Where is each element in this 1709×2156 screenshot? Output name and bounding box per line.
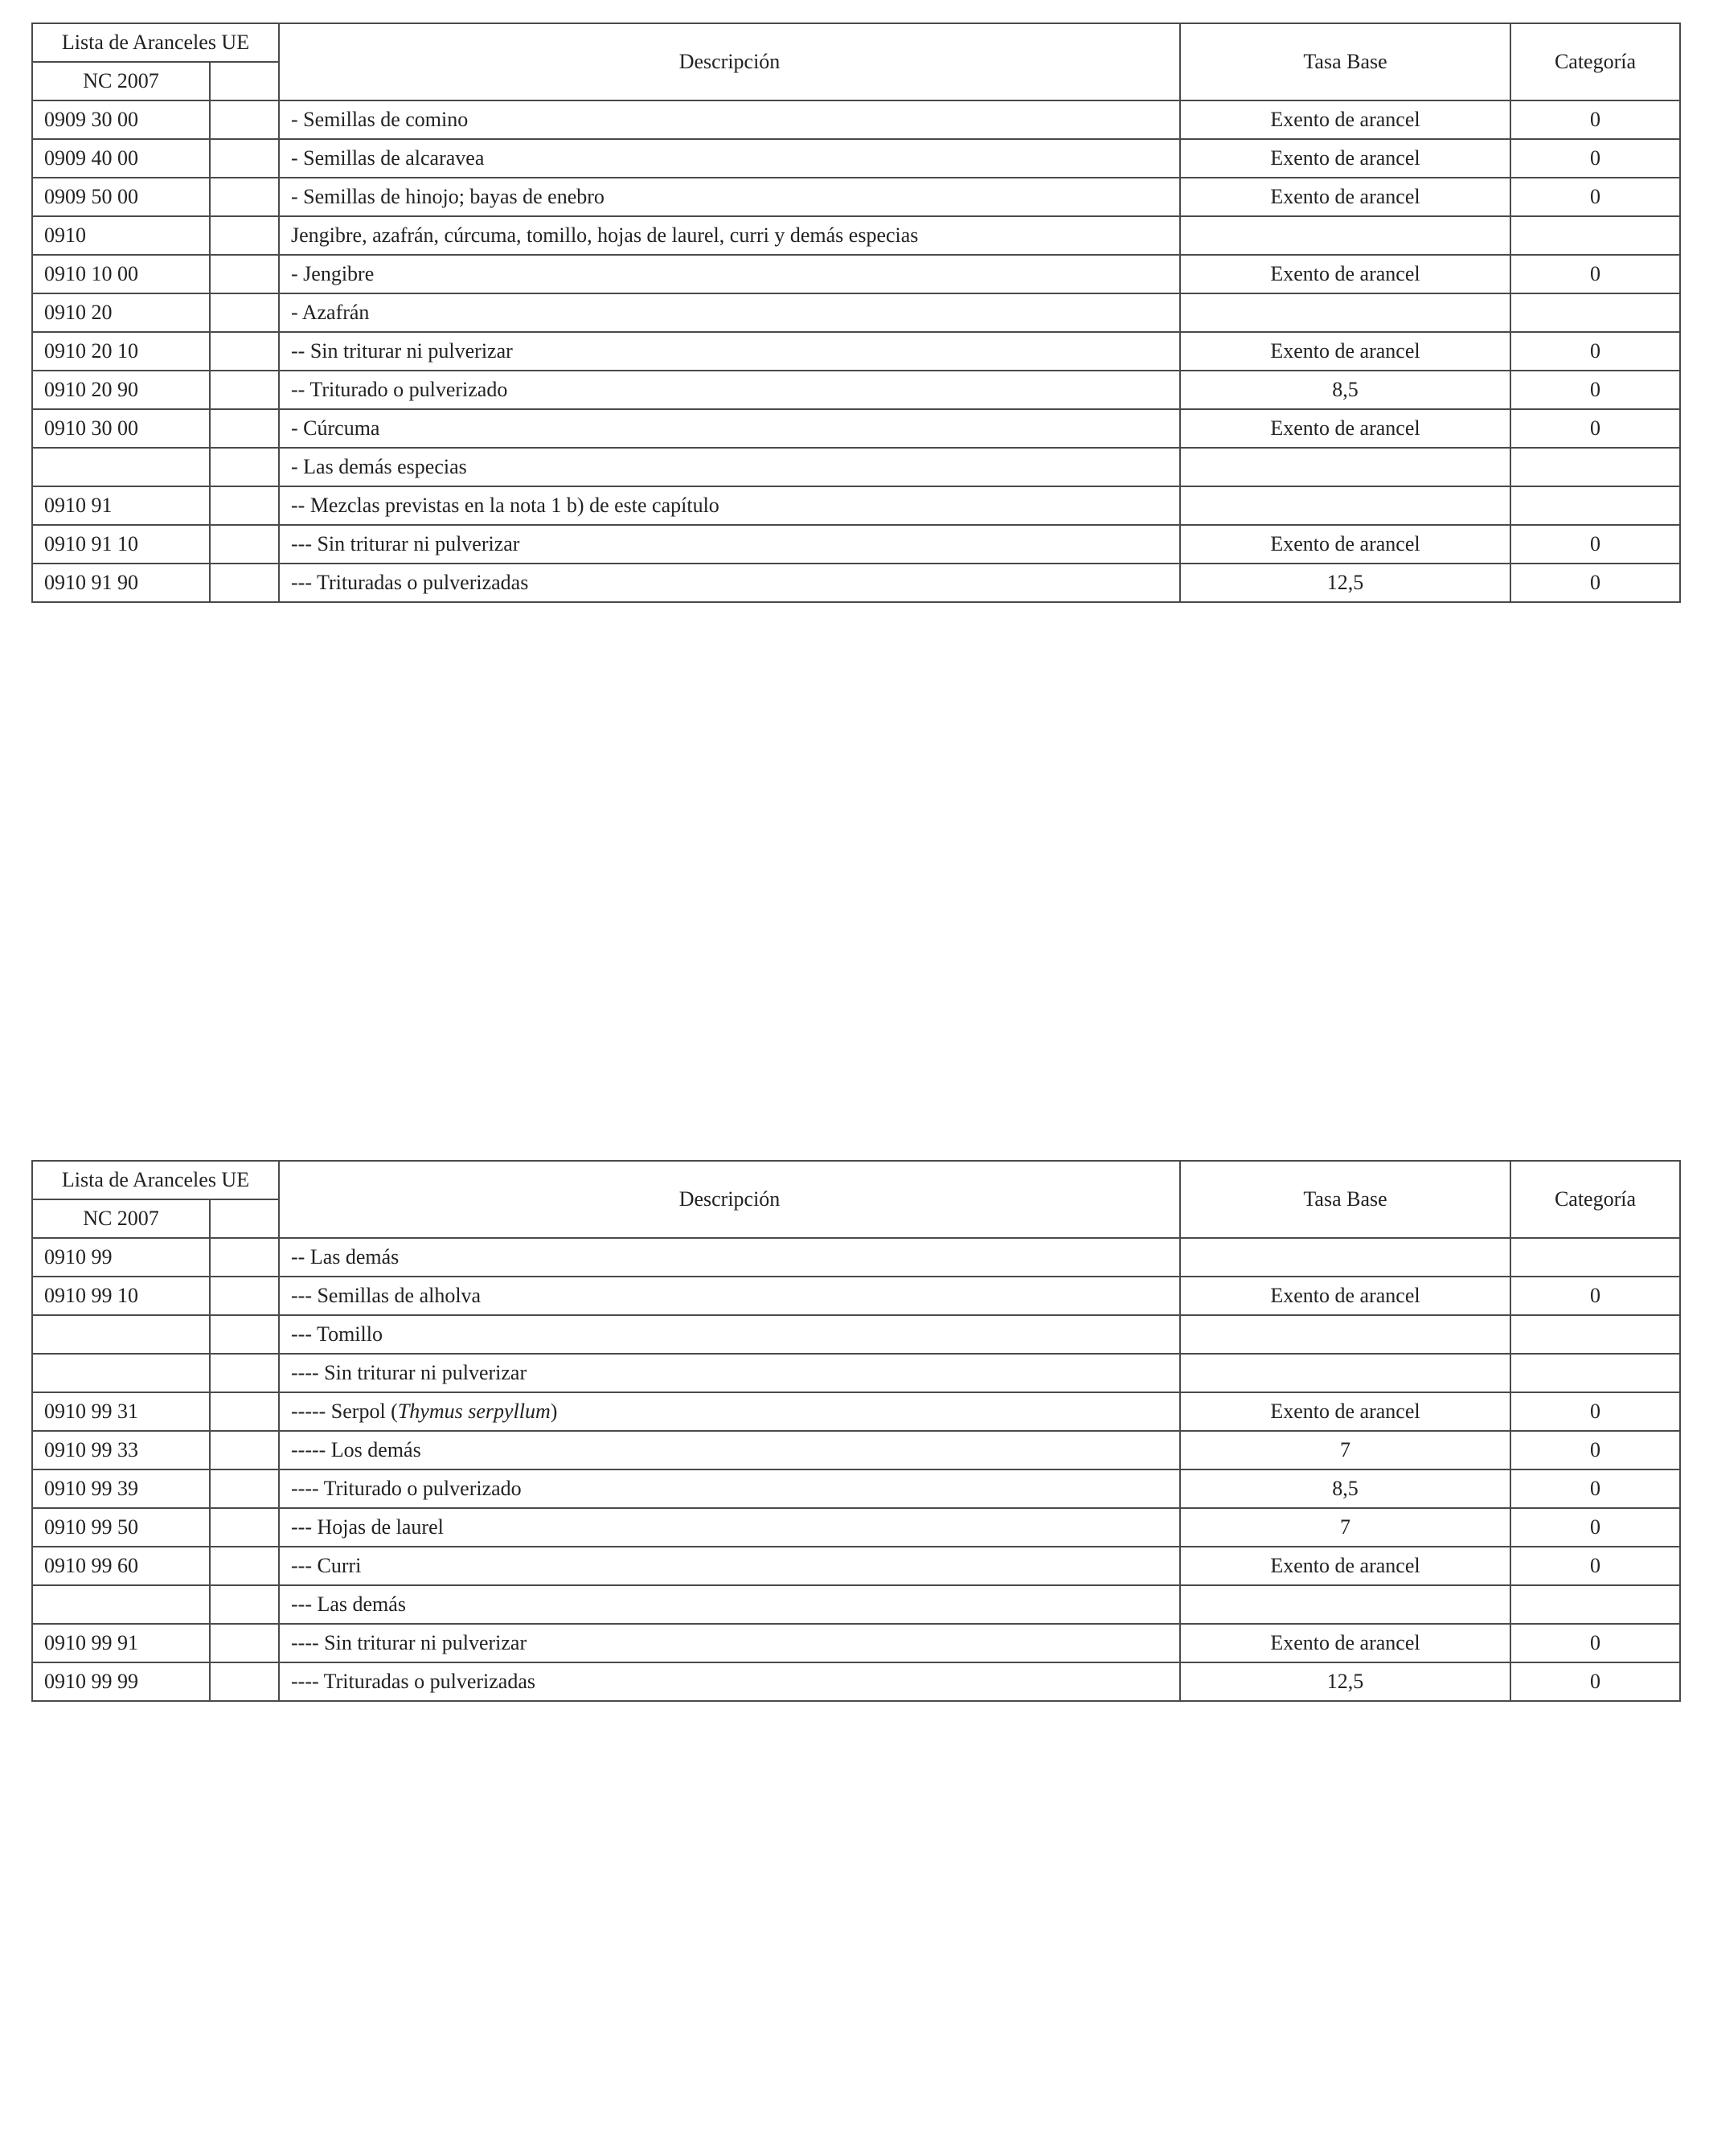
description-cell: Jengibre, azafrán, cúrcuma, tomillo, hojas de laurel, curri y demás especias bbox=[279, 216, 1180, 255]
description-text: ----- Serpol ( bbox=[291, 1400, 398, 1423]
empty-cell bbox=[210, 525, 279, 564]
category-header: Categoría bbox=[1510, 1161, 1680, 1238]
rate-cell: 8,5 bbox=[1180, 371, 1510, 409]
empty-cell bbox=[210, 1431, 279, 1469]
table-row bbox=[32, 1585, 1680, 1624]
code-cell: 0910 99 99 bbox=[32, 1662, 210, 1701]
rate-cell: Exento de arancel bbox=[1180, 178, 1510, 216]
empty-header-cell bbox=[210, 1199, 279, 1238]
category-cell bbox=[1510, 1354, 1680, 1392]
code-cell: 0910 99 33 bbox=[32, 1431, 210, 1469]
rate-cell bbox=[1180, 293, 1510, 332]
description-cell: ---- Trituradas o pulverizadas bbox=[279, 1662, 1180, 1701]
table-row bbox=[32, 332, 1680, 371]
rate-cell bbox=[1180, 1354, 1510, 1392]
table-row bbox=[32, 1624, 1680, 1662]
description-cell: ----- Los demás bbox=[279, 1431, 1180, 1469]
rate-cell: Exento de arancel bbox=[1180, 409, 1510, 448]
code-cell bbox=[32, 1585, 210, 1624]
description-cell: - Semillas de comino bbox=[279, 100, 1180, 139]
description-cell: --- Las demás bbox=[279, 1585, 1180, 1624]
category-cell bbox=[1510, 486, 1680, 525]
rate-cell: 8,5 bbox=[1180, 1469, 1510, 1508]
description-cell: - Jengibre bbox=[279, 255, 1180, 293]
category-cell: 0 bbox=[1510, 139, 1680, 178]
category-cell: 0 bbox=[1510, 371, 1680, 409]
code-cell: 0910 91 90 bbox=[32, 564, 210, 602]
table-row bbox=[32, 255, 1680, 293]
category-cell: 0 bbox=[1510, 178, 1680, 216]
code-cell bbox=[32, 1315, 210, 1354]
description-cell: - Azafrán bbox=[279, 293, 1180, 332]
description-cell: - Las demás especias bbox=[279, 448, 1180, 486]
rate-cell bbox=[1180, 1585, 1510, 1624]
code-cell: 0910 91 10 bbox=[32, 525, 210, 564]
empty-cell bbox=[210, 1469, 279, 1508]
code-cell: 0909 40 00 bbox=[32, 139, 210, 178]
table-row bbox=[32, 178, 1680, 216]
empty-header-cell bbox=[210, 62, 279, 100]
rate-cell bbox=[1180, 486, 1510, 525]
tariff-table-1 bbox=[31, 23, 1681, 603]
table-row bbox=[32, 409, 1680, 448]
category-cell bbox=[1510, 448, 1680, 486]
empty-cell bbox=[210, 1624, 279, 1662]
scientific-name: Thymus serpyllum bbox=[397, 1400, 551, 1423]
rate-cell: Exento de arancel bbox=[1180, 139, 1510, 178]
base-rate-header: Tasa Base bbox=[1180, 1161, 1510, 1238]
empty-cell bbox=[210, 448, 279, 486]
code-cell: 0910 99 10 bbox=[32, 1277, 210, 1315]
empty-cell bbox=[210, 1277, 279, 1315]
description-cell: --- Tomillo bbox=[279, 1315, 1180, 1354]
code-cell: 0910 99 39 bbox=[32, 1469, 210, 1508]
description-cell: --- Trituradas o pulverizadas bbox=[279, 564, 1180, 602]
table-row bbox=[32, 371, 1680, 409]
description-cell: -- Triturado o pulverizado bbox=[279, 371, 1180, 409]
code-cell: 0910 99 60 bbox=[32, 1547, 210, 1585]
empty-cell bbox=[210, 409, 279, 448]
empty-cell bbox=[210, 1238, 279, 1277]
code-cell: 0909 50 00 bbox=[32, 178, 210, 216]
rate-cell: 7 bbox=[1180, 1431, 1510, 1469]
table-row bbox=[32, 1392, 1680, 1431]
nc-label-header: NC 2007 bbox=[32, 62, 210, 100]
description-cell: -- Sin triturar ni pulverizar bbox=[279, 332, 1180, 371]
category-cell: 0 bbox=[1510, 1508, 1680, 1547]
rate-cell: Exento de arancel bbox=[1180, 332, 1510, 371]
empty-cell bbox=[210, 293, 279, 332]
table-row bbox=[32, 525, 1680, 564]
category-cell: 0 bbox=[1510, 1431, 1680, 1469]
rate-cell bbox=[1180, 1238, 1510, 1277]
category-cell: 0 bbox=[1510, 255, 1680, 293]
table-row bbox=[32, 1277, 1680, 1315]
description-cell: -- Mezclas previstas en la nota 1 b) de este capítulo bbox=[279, 486, 1180, 525]
category-cell bbox=[1510, 1315, 1680, 1354]
category-header: Categoría bbox=[1510, 23, 1680, 100]
empty-cell bbox=[210, 371, 279, 409]
code-cell: 0910 20 10 bbox=[32, 332, 210, 371]
table-row bbox=[32, 139, 1680, 178]
table-row bbox=[32, 486, 1680, 525]
table-row bbox=[32, 1238, 1680, 1277]
rate-cell bbox=[1180, 448, 1510, 486]
code-cell: 0910 99 31 bbox=[32, 1392, 210, 1431]
rate-cell: Exento de arancel bbox=[1180, 1277, 1510, 1315]
category-cell bbox=[1510, 216, 1680, 255]
rate-cell: 12,5 bbox=[1180, 1662, 1510, 1701]
empty-cell bbox=[210, 178, 279, 216]
description-cell: ---- Sin triturar ni pulverizar bbox=[279, 1624, 1180, 1662]
code-cell: 0910 99 50 bbox=[32, 1508, 210, 1547]
category-cell bbox=[1510, 1238, 1680, 1277]
empty-cell bbox=[210, 1315, 279, 1354]
rate-cell: 12,5 bbox=[1180, 564, 1510, 602]
description-cell: ---- Triturado o pulverizado bbox=[279, 1469, 1180, 1508]
description-cell: --- Curri bbox=[279, 1547, 1180, 1585]
nc-label-header: NC 2007 bbox=[32, 1199, 210, 1238]
empty-cell bbox=[210, 255, 279, 293]
empty-cell bbox=[210, 1354, 279, 1392]
rate-cell: Exento de arancel bbox=[1180, 1392, 1510, 1431]
rate-cell bbox=[1180, 1315, 1510, 1354]
code-cell: 0910 30 00 bbox=[32, 409, 210, 448]
code-cell: 0910 20 90 bbox=[32, 371, 210, 409]
header-row bbox=[32, 1161, 1680, 1199]
table-row bbox=[32, 448, 1680, 486]
table-row bbox=[32, 293, 1680, 332]
rate-cell: Exento de arancel bbox=[1180, 1547, 1510, 1585]
table-row bbox=[32, 216, 1680, 255]
code-cell bbox=[32, 448, 210, 486]
category-cell: 0 bbox=[1510, 1277, 1680, 1315]
table-row bbox=[32, 1547, 1680, 1585]
description-suffix: ) bbox=[550, 1400, 558, 1423]
description-header: Descripción bbox=[279, 1161, 1180, 1238]
category-cell bbox=[1510, 1585, 1680, 1624]
rate-cell: Exento de arancel bbox=[1180, 1624, 1510, 1662]
empty-cell bbox=[210, 332, 279, 371]
rate-cell: Exento de arancel bbox=[1180, 255, 1510, 293]
table-row bbox=[32, 1431, 1680, 1469]
rate-cell: 7 bbox=[1180, 1508, 1510, 1547]
rate-cell bbox=[1180, 216, 1510, 255]
category-cell: 0 bbox=[1510, 100, 1680, 139]
table-row bbox=[32, 1469, 1680, 1508]
table-row bbox=[32, 564, 1680, 602]
tariff-table-2 bbox=[31, 1160, 1681, 1702]
description-cell: --- Semillas de alholva bbox=[279, 1277, 1180, 1315]
table-row bbox=[32, 1315, 1680, 1354]
empty-cell bbox=[210, 1392, 279, 1431]
list-label-header: Lista de Aranceles UE bbox=[32, 23, 279, 62]
empty-cell bbox=[210, 139, 279, 178]
empty-cell bbox=[210, 1585, 279, 1624]
category-cell: 0 bbox=[1510, 1547, 1680, 1585]
category-cell: 0 bbox=[1510, 1624, 1680, 1662]
category-cell: 0 bbox=[1510, 564, 1680, 602]
table-1-body bbox=[32, 23, 1680, 602]
description-cell: --- Sin triturar ni pulverizar bbox=[279, 525, 1180, 564]
description-cell: - Semillas de alcaravea bbox=[279, 139, 1180, 178]
description-cell: - Semillas de hinojo; bayas de enebro bbox=[279, 178, 1180, 216]
category-cell: 0 bbox=[1510, 525, 1680, 564]
description-cell: - Cúrcuma bbox=[279, 409, 1180, 448]
header-row bbox=[32, 23, 1680, 62]
description-cell: --- Hojas de laurel bbox=[279, 1508, 1180, 1547]
rate-cell: Exento de arancel bbox=[1180, 100, 1510, 139]
empty-cell bbox=[210, 100, 279, 139]
empty-cell bbox=[210, 1547, 279, 1585]
category-cell: 0 bbox=[1510, 332, 1680, 371]
empty-cell bbox=[210, 486, 279, 525]
code-cell: 0910 99 91 bbox=[32, 1624, 210, 1662]
description-cell bbox=[279, 1392, 1180, 1431]
code-cell: 0910 91 bbox=[32, 486, 210, 525]
base-rate-header: Tasa Base bbox=[1180, 23, 1510, 100]
code-cell: 0910 10 00 bbox=[32, 255, 210, 293]
description-cell: ---- Sin triturar ni pulverizar bbox=[279, 1354, 1180, 1392]
description-cell: -- Las demás bbox=[279, 1238, 1180, 1277]
empty-cell bbox=[210, 1508, 279, 1547]
table-row bbox=[32, 1354, 1680, 1392]
table-row bbox=[32, 100, 1680, 139]
empty-cell bbox=[210, 216, 279, 255]
category-cell: 0 bbox=[1510, 409, 1680, 448]
empty-cell bbox=[210, 564, 279, 602]
category-cell: 0 bbox=[1510, 1662, 1680, 1701]
category-cell: 0 bbox=[1510, 1392, 1680, 1431]
table-row bbox=[32, 1662, 1680, 1701]
code-cell: 0909 30 00 bbox=[32, 100, 210, 139]
code-cell: 0910 99 bbox=[32, 1238, 210, 1277]
rate-cell: Exento de arancel bbox=[1180, 525, 1510, 564]
description-header: Descripción bbox=[279, 23, 1180, 100]
table-2-body bbox=[32, 1161, 1680, 1701]
table-row bbox=[32, 1508, 1680, 1547]
code-cell: 0910 bbox=[32, 216, 210, 255]
category-cell bbox=[1510, 293, 1680, 332]
list-label-header: Lista de Aranceles UE bbox=[32, 1161, 279, 1199]
code-cell: 0910 20 bbox=[32, 293, 210, 332]
code-cell bbox=[32, 1354, 210, 1392]
category-cell: 0 bbox=[1510, 1469, 1680, 1508]
empty-cell bbox=[210, 1662, 279, 1701]
